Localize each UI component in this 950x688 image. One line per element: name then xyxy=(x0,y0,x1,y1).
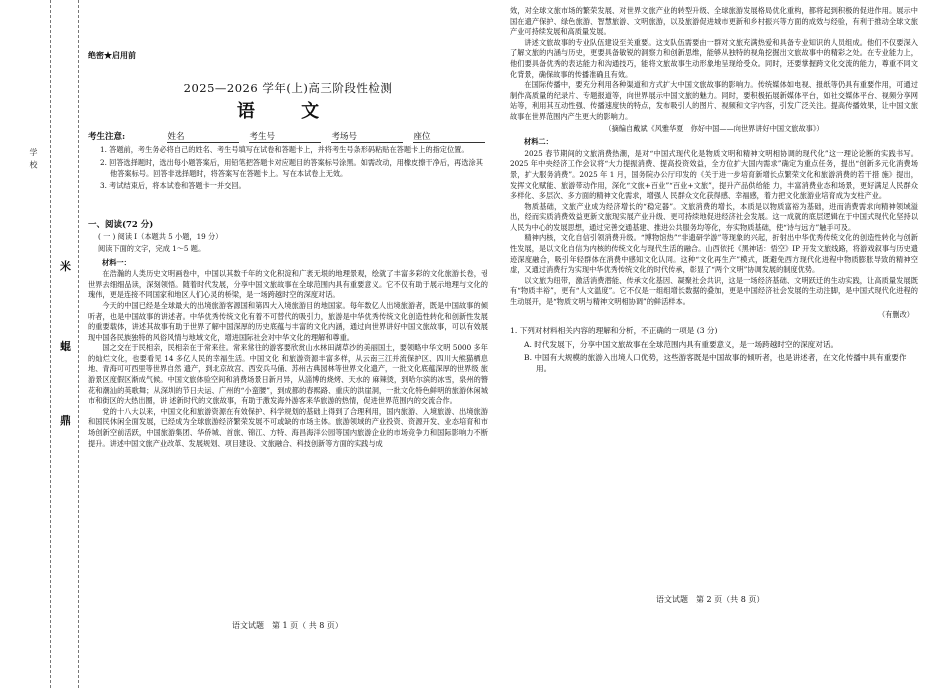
binding-margin xyxy=(0,0,86,688)
school-label: 学 校 xyxy=(29,148,38,170)
paragraph: 讲述文旅故事的专业队伍建设至关重要。这支队伍需要由一群对文旅充满热爱和具备专业知识的人员组成。他们不仅要深入了解文旅的内涵与历史，更要具备敏锐的洞察力和创新思维，能够从独特的视角挖掘出文旅故事中的精彩之处。在专业能力上，他们要具备优秀的表达能力和沟通技巧，能将文旅故事生动形象地呈现给受众。同时，还要掌握跨文化交流的能力，尊重不同文化背景，确保故事的传播准确且有效。 xyxy=(510,37,918,79)
source-citation: （摘编自戴斌《风雅华夏 你好中国——向世界讲好中国文旅故事》） xyxy=(604,123,824,133)
page-footer-right: 语文试题 第 2 页（共 8 页） xyxy=(656,595,765,604)
question-stem: 1. 下列对材料相关内容的理解和分析，不正确的一项是 (3 分) xyxy=(510,326,718,336)
paragraph: 在国际传播中，要充分利用各种渠道和方式扩大中国文旅故事的影响力。传统媒体如电视、报纸等仍具有重要作用，可通过制作高质量的纪录片、专题报道等，向世界展示中国文旅的魅力。同时，要积极拓展新媒体平台，如社交媒体平台、视频分享网站等，利用其互动性强、传播速度快的特点，发布吸引人的图片、视频和文字内容，引发广泛关注。提高传播效果，让中国文旅故事在世界范围内产生更大的影响力。 xyxy=(510,80,918,121)
field-seat: 座位 xyxy=(413,132,485,144)
source-note: （有删改） xyxy=(878,309,914,319)
paragraph: 今天的中国已经是全球最大的出境旅游客源国和第四大入境旅游目的地国家。每年数亿人出境旅游者，既是中国故事的倾听者，也是中国故事的讲述者。中华优秀传统文化有着不可替代的吸引力，旅游是中华优秀传统文化创造性转化和创新性发展的重要载体，讲述其故事有助于世界了解中国深厚的历史底蕴与丰富的文化内涵，通过向世界讲好中国文旅故事，可以有效展现中国各民族独特的风俗风情与地域文化，增进国际社会对中华文化的理解和尊重。 xyxy=(88,300,488,342)
material-label: 材料二： xyxy=(524,137,553,147)
subject-title: 语 文 xyxy=(236,101,340,123)
exam-title: 2025—2026 学年(上)高三阶段性检测 xyxy=(183,80,393,95)
paragraph: 效，对全球文旅市场的繁荣发展、对世界文旅产业的转型升级、全球旅游发展格局优化重构，都将起到积极的促进作用。展示中国在遗产保护、绿色旅游、智慧旅游、文明旅游，以及旅游促进城市更新和乡村振兴等方面的成效与经验，有利于推动全球文旅产业可持续发展和高质量发展。 xyxy=(510,6,918,37)
option-b: B. 中国有大规模的旅游入出境人口优势，这些游客既是中国故事的倾听者，也是讲述者，在文化传播中具有重要作用。 xyxy=(524,352,907,373)
section-heading: 一、阅读(72 分) xyxy=(88,219,154,230)
secret-label: 绝密★启用前 xyxy=(88,50,136,60)
paragraph: 在浩瀚的人类历史文明画卷中，中国以其数千年的文化积淀和广袤无垠的地理景观，绘就了丰富多彩的文化旅游长卷，궝世界去细细品读，深刻领悟。随着时代发展，分享中国文旅故事在全球范围内具有重要意义。它不仅有助于展示地理与文化的瑰伟，更是连接不同国家和地区人们心灵的桥梁，是一场跨越时空的深度对话。 xyxy=(88,269,488,300)
notice-heading: 考生注意: xyxy=(88,131,126,142)
margin-char-rice: 米 xyxy=(60,260,71,273)
seal-line-outer xyxy=(50,0,51,688)
paragraph: 精神内核，文化自信引领消费升级。“博物馆热”“非遗研学游”等现象的兴起，折射出中华优秀传统文化的创造性转化与创新性发展，是以文化自信为内核的传统文化与现代生活的融合。山西依托《黑神话：悟空》IP 开发文旅线路，将游戏叙事与历史遗迹深度融合，吸引年轻群体在消费中感知文化认同。这种“文化再生产”模式，既避免西方现代化进程中物质膨胀导致的精神空虚，又通过消费行为实现中华优秀传统文化的时代传承，彰显了“两个文明”协调发展的制度优势。 xyxy=(510,233,918,275)
seal-line-inner xyxy=(78,0,79,688)
notice-item: 2. 回答选择题时，选出每小题答案后，用铅笔把答题卡对应题目的答案标号涂黑。如需改动，用橡皮擦干净后，再选涂其他答案标号。回答非选择题时，将答案写在答题卡上。写在本试卷上无效。 xyxy=(100,157,483,178)
field-exam-id: 考生号 xyxy=(249,132,321,144)
option-a: A. 时代发展下，分享中国文旅故事在全球范围内具有重要意义，是一场跨越时空的深度对话。 xyxy=(524,339,839,349)
left-page xyxy=(88,6,488,449)
paragraph: 国之交在于民相亲，民相亲在于常来往。常来常往的游客要欣赏山水林田湖草沙的美丽国土，要领略中华文明 5000 多年的灿烂文化，也要看见 14 多亿人民的幸福生活。中国文化 和旅游资源丰富多样，从云南三江并流保护区、四川大熊猫栖息地、青海可可西里等世界自然 遗产，到北京故宫、西安兵马俑、苏州古典园林等世界文化遗产，一批文化底蕴深厚的世界级 旅游景区度假区渐成气候。中国文旅体验空间和消费场景日新月异，从淄博的烧烤、天水的 麻辣烫，到哈尔滨的冰雪，泉州的簪花和潮汕的英歌舞；从深圳的节日夫运、广州的“小蛮腰”，到成都的春熙路、重庆的洪崖洞，一批文化特色鲜明的旅游休闲城市和街区的大热出圈，讲 述新时代的文旅故事，有助于激发海外游客来华旅游的热情，促进世界范围内的交流合作。 xyxy=(88,343,488,406)
paragraph: 党的十八大以来，中国文化和旅游资源在有效保护、科学规划的基础上得到了合理利用，国内旅游、入境旅游、出境旅游和国民休闲全面发展，已经成为全球旅游经济繁荣发展不可或缺的市场主体。旅游领域的产业投资、资源开发、业态培育和市场创新空前活跃，中国旅游集团、华侨城、首旅、锦江、方特、海昌海洋公园等国内旅游企业的市场竞争力和国际影响力不断提升。讲述中国文旅产业改革、发展规划、项目建设、文旅融合、科技创新等方面的实践与成 xyxy=(88,406,488,448)
paragraph: 物质基础，文旅产业成为经济增长的“稳定器”。文旅消费的增长，本质是以物质富裕为基础，进而消费需求向精神领域溢出，经而实质消费效益更新文旅现实展产业升级、更可持续地促进经济社会发展。这一成就的底层逻辑在于中国式现代化坚持以人民为中心的发展思想，通过完善交通基建、推进公共服务均等化，夯实物质基础，使“诗与远方”触手可及。 xyxy=(510,201,918,232)
subsection-heading: ( 一 ) 阅读 I（本题共 5 小题，19 分） xyxy=(98,232,223,242)
field-name: 姓名 xyxy=(167,132,239,144)
paragraph: 以文旅为纽带，激活消费潜能、传承文化基因、凝聚社会共识，这是一场经济基础、文明跃迁的生动实践，让高质量发展既有“物质丰裕”，更有“人文温度”。它不仅是一组组增长数据的叠加，更是中国经济社会发展的生动注脚，是中国式现代化进程的生动展开，是“物质文明与精神文明相协调”的鲜活样本。 xyxy=(510,275,918,307)
notice-item: 3. 考试结束后，将本试卷和答题卡一并交回。 xyxy=(100,181,246,191)
paragraph: 2025 春节期间的文旅消费热潮，是对“中国式现代化是物质文明和精神文明相协调的现代化”这一理论论断的实践书写。2025 年中央经济工作会议将“大力提振消费、提高投资效益，全方位扩大国内需求”确定为重点任务，提出“创新多元化消费场景，扩大服务消费”。2025 年 1 月，国务院办公厅印发的《关于进一步培育新增长点繁荣文化和旅游消费的若干措 施》提出，发挥文化赋能、旅游带动作用，深化“文旅+百业”“百业+文旅”，提升产品供给能 力，丰富消费业态和场景，更好满足人民群众多样化、多层次、多方面的精神文化需求，增强人 民群众文化获得感、幸福感，着力把文化旅游业培育成为支柱产业。 xyxy=(510,148,918,201)
right-page xyxy=(510,6,918,376)
instruction: 阅读下面的文字，完成 1～5 题。 xyxy=(98,243,206,253)
page-footer-left: 语文试题 第 1 页（ 共 8 页） xyxy=(232,621,343,630)
notice-item: 1. 答题前，考生务必将自己的姓名、考生号填写在试卷和答题卡上，并将考生号条形码粘贴在答题卡上的指定位置。 xyxy=(100,145,469,155)
material-label: 材料一： xyxy=(102,257,131,267)
notice-row xyxy=(88,132,488,144)
margin-char-mid: 蜫 xyxy=(60,340,71,353)
info-fields xyxy=(167,132,485,144)
margin-char-bottom: 鼎 xyxy=(60,414,71,427)
field-room: 考场号 xyxy=(331,132,403,144)
